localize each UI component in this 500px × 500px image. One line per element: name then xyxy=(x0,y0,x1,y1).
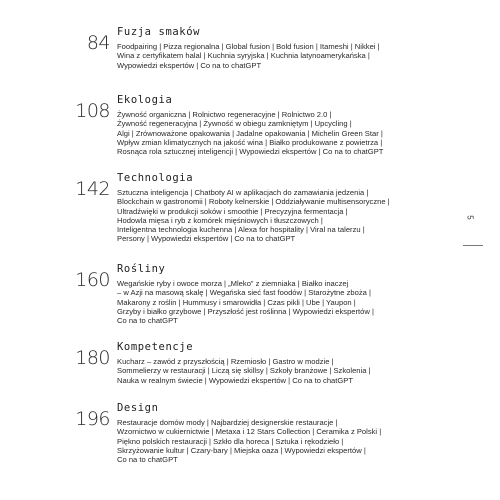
page-number: 196 xyxy=(75,408,110,430)
topic-line: Blockchain w gastronomii | Roboty kelnerskie | Oddziaływanie multisensoryczne | xyxy=(117,197,390,207)
topic-line: Wzornictwo w cukiernictwie | Metaxa i 12 Stars Collection | Ceramika z Polski | xyxy=(117,427,382,437)
topic-line: Wegańskie ryby i owoce morza | „Mleko” z ziemniaka | Białko inaczej xyxy=(117,279,349,288)
topic-line: – w Azji na masową skalę | Wegańska sieć fast foodów | Starożytne zboża | xyxy=(117,288,371,298)
page-number: 84 xyxy=(86,32,110,54)
section-topics xyxy=(117,418,407,464)
side-page-number: 5 xyxy=(465,215,475,220)
topic-line: Wypowiedzi ekspertów | Co na to chatGPT xyxy=(117,60,262,70)
topic-line: Persony | Wypowiedzi ekspertów | Co na to chatGPT xyxy=(117,234,296,244)
section-topics xyxy=(117,42,407,70)
topic-line: Sommelierzy w restauracji | Liczą się skillsy | Szkoły branżowe | Szkolenia | xyxy=(117,366,371,376)
section-topics xyxy=(117,110,407,156)
topic-line: Sztuczna inteligencja | Chatboty AI w aplikacjach do zamawiania jedzenia | xyxy=(117,188,369,197)
topic-line: Algi | Zrównoważone opakowania | Jadalne opakowania | Michelin Green Star | xyxy=(117,128,383,138)
topic-line: Rosnąca rola sztucznej inteligencji | Wypowiedzi ekspertów | Co na to chatGPT xyxy=(117,147,384,157)
section-title: Fuzja smaków xyxy=(117,26,201,38)
topic-line: Piękno polskich restauracji | Szkło dla horeca | Sztuka i rękodzieło | xyxy=(117,436,344,446)
topic-line: Makarony z roślin | Hummusy i smarowidła | Czas pikli | Ube | Yaupon | xyxy=(117,297,356,307)
topic-line: Żywność organiczna | Rolnictwo regeneracyjne | Rolnictwo 2.0 | xyxy=(117,110,332,119)
topic-line: Nauka w realnym świecie | Wypowiedzi ekspertów | Co na to chatGPT xyxy=(117,375,353,385)
page-number: 108 xyxy=(75,100,110,122)
topic-line: Grzyby i białko grzybowe | Przyszłość jest roślinna | Wypowiedzi ekspertów | xyxy=(117,306,374,316)
topic-line: Foodpairing | Pizza regionalna | Global fusion | Bold fusion | Itameshi | Nikkei | xyxy=(117,42,380,51)
topic-line: Ultradźwięki w produkcji soków i smoothie | Precyzyjna fermentacja | xyxy=(117,206,348,216)
section-topics xyxy=(117,357,407,385)
topic-line: Żywność regeneracyjna | Żywność w obiegu zamkniętym | Upcycling | xyxy=(117,119,352,129)
section-title: Ekologia xyxy=(117,94,173,106)
page-number: 180 xyxy=(75,347,110,369)
page-number: 142 xyxy=(75,178,110,200)
topic-line: Co na to chatGPT xyxy=(117,316,178,326)
topic-line: Hodowla mięsa i ryb z komórek mięśniowych i tłuszczowych | xyxy=(117,215,323,225)
side-divider xyxy=(463,245,483,246)
topic-line: Restauracje domów mody | Najbardziej designerskie restauracje | xyxy=(117,418,338,427)
topic-line: Inteligentna technologia kuchenna | Alexa for hospitality | Viral na talerzu | xyxy=(117,225,365,235)
section-title: Kompetencje xyxy=(117,341,194,353)
topic-line: Co na to chatGPT xyxy=(117,455,178,465)
topic-line: Skrzyżowanie kultur | Czary-bary | Miejska oaza | Wypowiedzi ekspertów | xyxy=(117,445,366,455)
topic-line: Wpływ zmian klimatycznych na jakość wina | Białko produkowane z powietrza | xyxy=(117,137,383,147)
section-title: Rośliny xyxy=(117,263,166,275)
topic-line: Kucharz – zawód z przyszłością | Rzemiosło | Gastro w modzie | xyxy=(117,357,334,366)
section-topics xyxy=(117,188,407,244)
topic-line: Wina z certyfikatem halal | Kuchnia syryjska | Kuchnia latynoamerykańska | xyxy=(117,51,370,61)
page-number: 160 xyxy=(75,269,110,291)
section-title: Design xyxy=(117,402,159,414)
section-topics xyxy=(117,279,407,325)
section-title: Technologia xyxy=(117,172,194,184)
